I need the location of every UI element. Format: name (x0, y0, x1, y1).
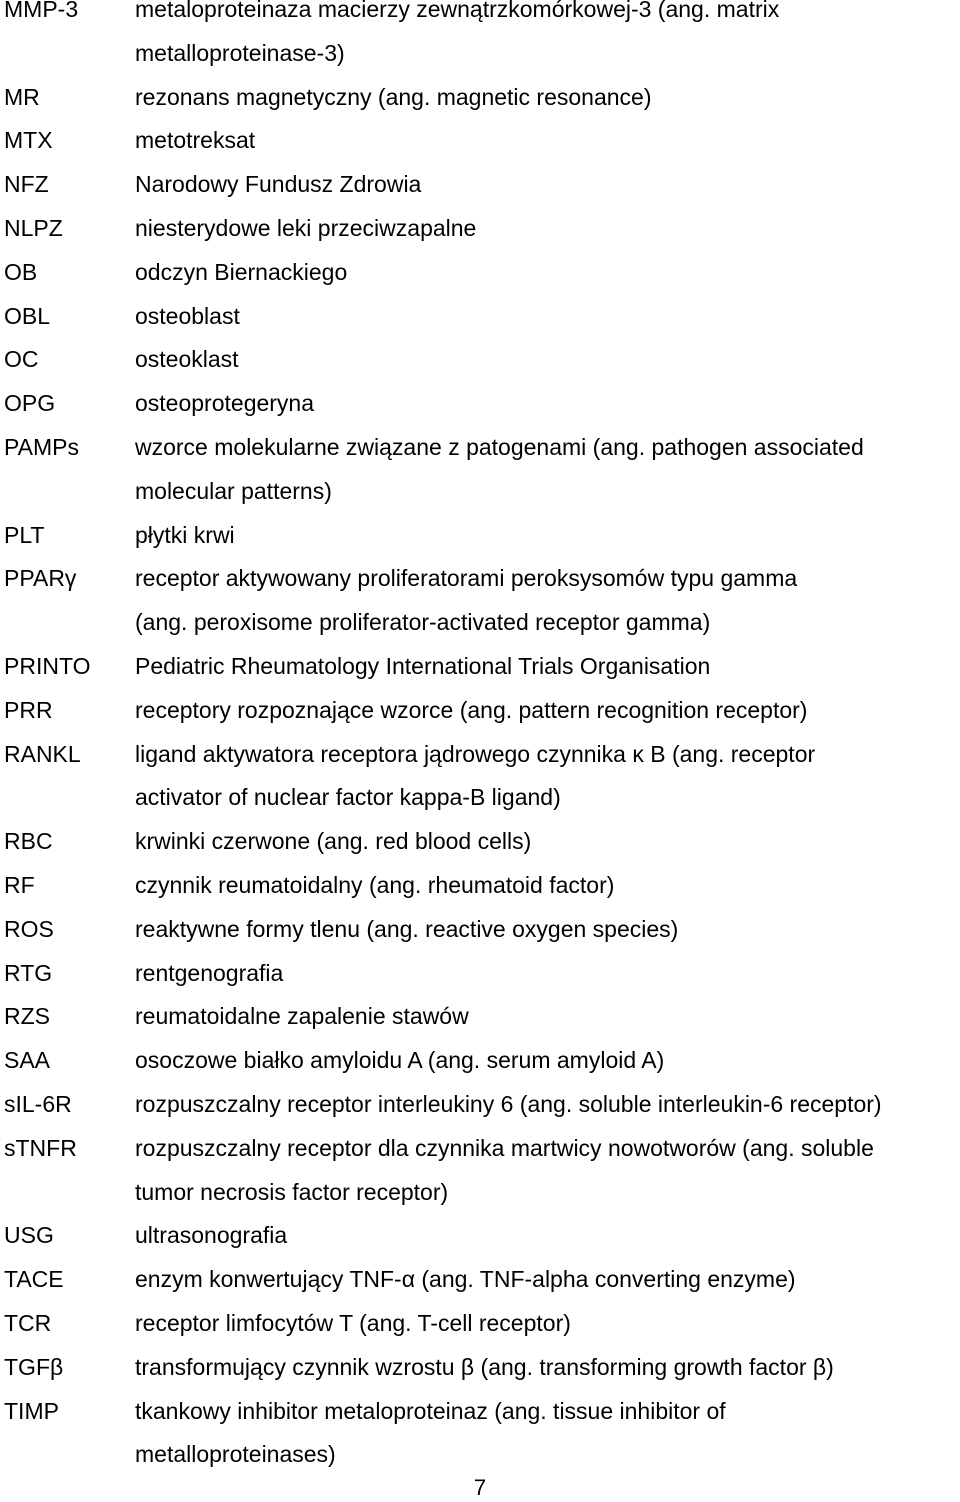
abbreviation-code: PRINTO (4, 652, 91, 679)
abbreviation-code: RZS (4, 1003, 50, 1030)
abbreviation-row (4, 1302, 960, 1346)
abbreviation-definition: Narodowy Fundusz Zdrowia (135, 171, 422, 198)
abbreviation-definition: niesterydowe leki przeciwzapalne (135, 214, 477, 241)
abbreviation-definition: płytki krwi (135, 521, 235, 548)
abbreviation-definition: metotreksat (135, 127, 256, 154)
abbreviation-row (4, 207, 960, 251)
abbreviation-definition: czynnik reumatoidalny (ang. rheumatoid factor) (135, 871, 615, 898)
abbreviation-row (4, 864, 960, 908)
abbreviation-row (4, 645, 960, 689)
abbreviation-code: OPG (4, 390, 56, 417)
abbreviation-definition: rentgenografia (135, 959, 284, 986)
abbreviation-code: OBL (4, 302, 51, 329)
abbreviation-definition: receptory rozpoznające wzorce (ang. pattern recognition receptor) (135, 696, 808, 723)
abbreviation-list (4, 0, 960, 1477)
abbreviation-row (4, 1039, 960, 1083)
abbreviation-definition: osoczowe białko amyloidu A (ang. serum amyloid A) (135, 1047, 665, 1074)
abbreviation-code: PRR (4, 696, 53, 723)
abbreviation-definition: receptor aktywowany proliferatorami peroksysomów typu gamma (ang. peroxisome proliferator-activated receptor gamma) (135, 565, 798, 636)
abbreviation-code: USG (4, 1222, 54, 1249)
abbreviation-row (4, 0, 960, 76)
abbreviation-row (4, 514, 960, 558)
abbreviation-definition: enzym konwertujący TNF-α (ang. TNF-alpha converting enzyme) (135, 1266, 796, 1293)
abbreviation-definition: transformujący czynnik wzrostu β (ang. transforming growth factor β) (135, 1353, 834, 1380)
abbreviation-row (4, 426, 960, 514)
abbreviation-definition: osteoprotegeryna (135, 390, 315, 417)
abbreviation-row (4, 295, 960, 339)
abbreviation-definition: rozpuszczalny receptor interleukiny 6 (ang. soluble interleukin-6 receptor) (135, 1090, 882, 1117)
abbreviation-row (4, 952, 960, 996)
abbreviation-code: TACE (4, 1266, 64, 1293)
abbreviation-code: NFZ (4, 171, 49, 198)
abbreviation-code: OB (4, 258, 38, 285)
abbreviation-row (4, 1083, 960, 1127)
abbreviation-row (4, 1258, 960, 1302)
abbreviation-code: RF (4, 871, 35, 898)
abbreviation-code: TCR (4, 1309, 52, 1336)
abbreviation-definition: rozpuszczalny receptor dla czynnika martwicy nowotworów (ang. soluble tumor necrosis factor receptor) (135, 1134, 874, 1205)
abbreviation-row (4, 119, 960, 163)
abbreviation-definition: tkankowy inhibitor metaloproteinaz (ang. tissue inhibitor of metalloproteinases) (135, 1397, 726, 1468)
abbreviation-code: PAMPs (4, 433, 79, 460)
abbreviation-definition: receptor limfocytów T (ang. T-cell receptor) (135, 1309, 571, 1336)
abbreviation-definition: ligand aktywatora receptora jądrowego czynnika κ B (ang. receptor activator of nuclear factor kappa-B ligand) (135, 740, 816, 811)
abbreviation-definition: osteoklast (135, 346, 239, 373)
abbreviation-code: SAA (4, 1047, 51, 1074)
abbreviation-code: MMP-3 (4, 0, 79, 22)
abbreviation-code: TGFβ (4, 1353, 64, 1380)
abbreviation-row (4, 995, 960, 1039)
abbreviation-code: TIMP (4, 1397, 59, 1424)
abbreviation-definition: odczyn Biernackiego (135, 258, 348, 285)
abbreviation-row (4, 1127, 960, 1215)
abbreviation-row (4, 733, 960, 821)
abbreviation-code: MR (4, 83, 40, 110)
abbreviation-definition: ultrasonografia (135, 1222, 288, 1249)
abbreviation-row (4, 689, 960, 733)
abbreviation-code: ROS (4, 915, 54, 942)
abbreviation-definition: wzorce molekularne związane z patogenami (ang. pathogen associated molecular patterns) (135, 433, 864, 504)
abbreviation-definition: krwinki czerwone (ang. red blood cells) (135, 828, 532, 855)
abbreviation-code: sTNFR (4, 1134, 77, 1161)
abbreviation-row (4, 76, 960, 120)
abbreviation-definition: metaloproteinaza macierzy zewnątrzkomórkowej-3 (ang. matrix metalloproteinase-3) (135, 0, 780, 66)
abbreviation-row (4, 1214, 960, 1258)
page-number: 7 (473, 1475, 487, 1500)
abbreviation-definition: rezonans magnetyczny (ang. magnetic resonance) (135, 83, 652, 110)
abbreviation-row (4, 251, 960, 295)
abbreviation-row (4, 338, 960, 382)
abbreviation-definition: Pediatric Rheumatology International Trials Organisation (135, 652, 711, 679)
abbreviation-code: NLPZ (4, 214, 63, 241)
abbreviation-row (4, 1346, 960, 1390)
abbreviation-code: MTX (4, 127, 53, 154)
abbreviation-row (4, 557, 960, 645)
abbreviation-row (4, 382, 960, 426)
abbreviation-definition: reaktywne formy tlenu (ang. reactive oxygen species) (135, 915, 679, 942)
abbreviation-row (4, 908, 960, 952)
abbreviation-code: RBC (4, 828, 53, 855)
abbreviation-code: OC (4, 346, 39, 373)
abbreviation-code: PLT (4, 521, 45, 548)
abbreviation-definition: reumatoidalne zapalenie stawów (135, 1003, 469, 1030)
abbreviation-code: RANKL (4, 740, 81, 767)
abbreviation-row (4, 163, 960, 207)
abbreviation-code: RTG (4, 959, 53, 986)
abbreviation-row (4, 820, 960, 864)
abbreviation-code: PPARγ (4, 565, 77, 592)
abbreviation-code: sIL-6R (4, 1090, 72, 1117)
abbreviation-definition: osteoblast (135, 302, 240, 329)
abbreviation-row (4, 1390, 960, 1478)
